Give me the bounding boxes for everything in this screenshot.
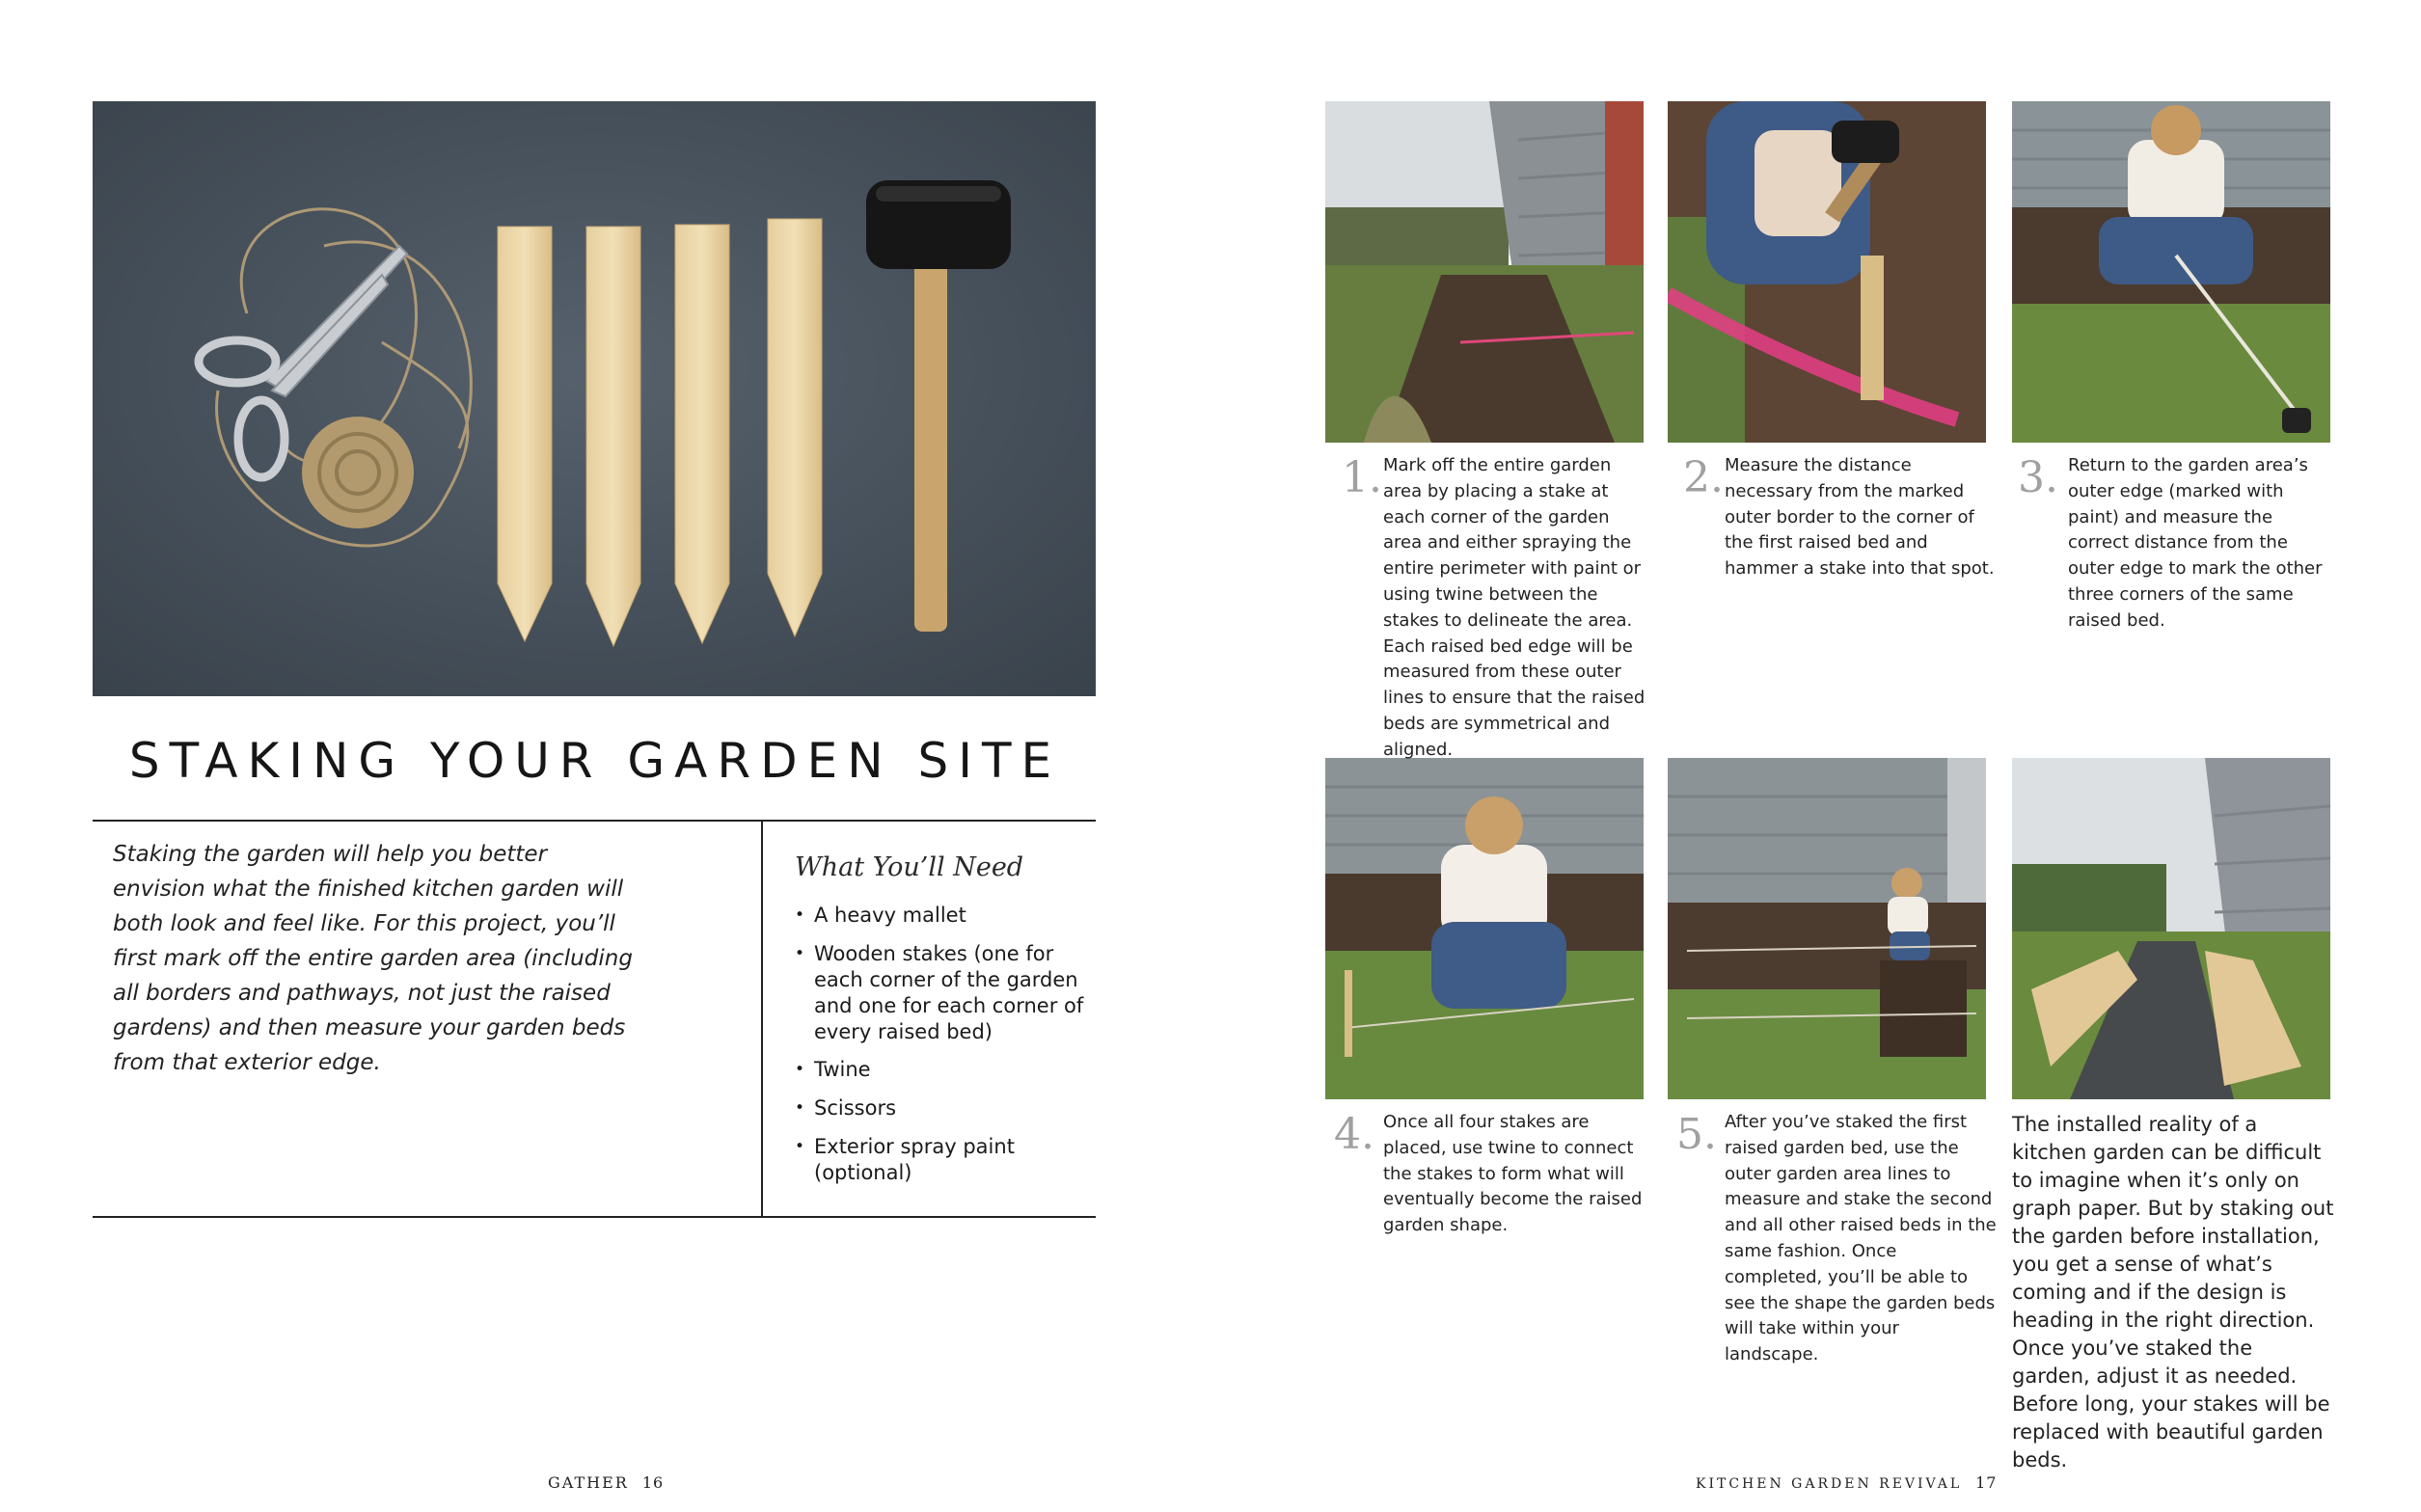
column-divider <box>761 820 763 1218</box>
step-4-photo <box>1325 758 1644 1099</box>
step-2-text: Measure the distance necessary from the marked outer border to the corner of the first raised bed and hammer a stake into that spot. <box>1725 455 1995 580</box>
list-item: • Scissors <box>795 1095 1084 1121</box>
step-3-text: Return to the garden area’s outer edge (marked with paint) and measure the correct distance from the outer edge to mark the other three corners of the same raised bed. <box>2068 455 2323 631</box>
step-4-text: Once all four stakes are placed, use twine to connect the stakes to form what will eventually become the raised garden shape. <box>1383 1112 1643 1236</box>
step-5-text: After you’ve staked the first raised garden bed, use the outer garden area lines to measure and stake the second and all other raised beds in the same fashion. Once completed, you’ll be able to see the shape the garden beds will take within your landscape. <box>1725 1112 1997 1365</box>
right-footer <box>1696 1473 1997 1492</box>
step-3-photo <box>2012 101 2330 443</box>
step-4-number: 4. <box>1334 1110 1374 1159</box>
step-5-number: 5. <box>1676 1110 1717 1159</box>
intro-text: Staking the garden will help you better envision what the finished kitchen garden will both look and feel like. For this project, you’ll first mark off the entire garden area (including all borders and pathways, not just the raised gardens) and then measure your garden beds from that exterior edge. <box>113 842 633 1075</box>
footer-page-number: 17 <box>1975 1473 1998 1492</box>
step-1-photo <box>1325 101 1644 443</box>
step-2-number: 2. <box>1683 453 1724 502</box>
page-title: STAKING YOUR GARDEN SITE <box>128 733 1062 789</box>
step-3-number: 3. <box>2018 453 2058 502</box>
raised-beds-photo <box>2012 758 2330 1099</box>
left-footer <box>548 1473 664 1492</box>
closing-text: The installed reality of a kitchen garden can be difficult to imagine when it’s only on graph paper. But by staking out the garden before installation, you get a sense of what’s coming and if the design is heading in the right direction. Once you’ve staked the garden, adjust it as needed. Before long, your stakes will be replaced with beautiful garden beds. <box>2012 1113 2334 1472</box>
step-1-number: 1. <box>1342 453 1382 502</box>
bottom-rule <box>93 1216 1096 1218</box>
step-5-photo <box>1668 758 1986 1099</box>
step-1-text: Mark off the entire garden area by placing a stake at each corner of the garden area and either spraying the entire perimeter with paint or using twine between the stakes to delineate the area. Each raised bed edge will be measured from these outer lines to ensure that the raised beds are symmetrical and aligned. <box>1383 455 1646 760</box>
list-item: • Wooden stakes (one for each corner of the garden and one for each corner of every raised bed) <box>795 941 1084 1045</box>
footer-page-number: 16 <box>641 1473 665 1492</box>
tools-photo <box>93 101 1096 696</box>
footer-section: KITCHEN GARDEN REVIVAL <box>1696 1476 1963 1492</box>
step-2-photo <box>1668 101 1986 443</box>
list-item: • A heavy mallet <box>795 903 1084 929</box>
list-item: • Exterior spray paint (optional) <box>795 1134 1084 1186</box>
top-rule <box>93 820 1096 822</box>
needs-heading: What You’ll Need <box>795 852 1024 882</box>
footer-section: GATHER <box>548 1473 629 1492</box>
list-item: • Twine <box>795 1057 1084 1083</box>
